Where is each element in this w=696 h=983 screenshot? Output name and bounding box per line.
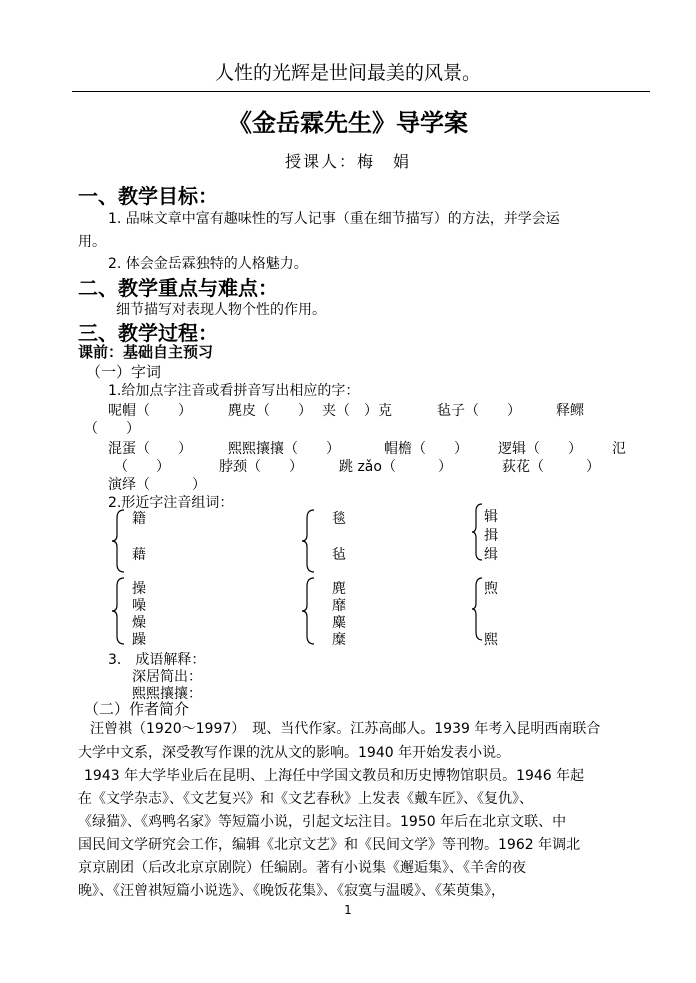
similar-char: 藉 bbox=[132, 547, 146, 563]
similar-char: 煦 bbox=[484, 581, 498, 597]
brace-group6 bbox=[470, 576, 484, 642]
bio-line: 国民间文学研究会工作，编辑《北京文艺》和《民间文学》等刊物。1962 年调北 bbox=[78, 837, 581, 853]
vocab-item: 逻辑（ ） bbox=[498, 441, 582, 457]
bio-line: 1943 年大学毕业后在昆明、上海任中学国文教员和历史博物馆职员。1946 年起 bbox=[84, 768, 585, 784]
vocab-item: 混蛋（ ） bbox=[108, 441, 192, 457]
vocab-item: 演绎（ ） bbox=[108, 477, 206, 493]
similar-char: 糜 bbox=[332, 632, 346, 648]
bio-line: 晚》、《汪曾祺短篇小说选》、《晚饭花集》、《寂寞与温暖》、《茱萸集》， bbox=[78, 883, 505, 899]
vocab-item: 帽檐（ ） bbox=[384, 441, 468, 457]
vocab-item: 脖颈（ ） bbox=[219, 459, 303, 475]
similar-char: 毯 bbox=[332, 511, 346, 527]
section1-heading: 一、教学目标： bbox=[78, 184, 218, 208]
similar-char: 辑 bbox=[484, 509, 498, 525]
vocab-item: 跳 zǎo（ ） bbox=[339, 459, 452, 475]
question-1: 1.给加点字注音或看拼音写出相应的字： bbox=[108, 383, 360, 399]
question-2: 2.形近字注音组词： bbox=[108, 495, 234, 511]
similar-char: 籍 bbox=[132, 511, 146, 527]
brace-group1 bbox=[110, 508, 126, 574]
vocab-item: 毡子（ ） bbox=[437, 403, 521, 419]
bio-line: 《绿猫》、《鸡鸭名家》等短篇小说，引起文坛注目。1950 年后在北京文联、中 bbox=[78, 814, 567, 830]
pre-class-heading: 课前：基础自主预习 bbox=[78, 343, 214, 361]
bio-line: 京京剧团（后改北京京剧院）任编剧。著有小说集《邂逅集》、《羊舍的夜 bbox=[78, 860, 526, 876]
document-title: 《金岳霖先生》导学案 bbox=[228, 109, 468, 137]
objective-2: 2. 体会金岳霖独特的人格魅力。 bbox=[108, 256, 308, 272]
idiom-item: 熙熙攘攘： bbox=[132, 686, 202, 702]
bio-line: 汪曾祺（1920～1997） 现、当代作家。江苏高邮人。1939 年考入昆明西南联合 bbox=[90, 721, 601, 737]
vocab-item: 释鳏 bbox=[556, 403, 584, 419]
similar-char: 操 bbox=[132, 581, 146, 597]
bio-line: 在《文学杂志》、《文艺复兴》和《文艺春秋》上发表《戴车匠》、《复仇》、 bbox=[78, 791, 533, 807]
vocab-item: 夹（ ）克 bbox=[322, 403, 392, 419]
bio-line: 大学中文系，深受教写作课的沈从文的影响。1940 年开始发表小说。 bbox=[78, 745, 511, 761]
vocab-item: （ ） bbox=[84, 421, 140, 437]
vocab-item: 荻花（ ） bbox=[502, 459, 600, 475]
idiom-item: 深居简出： bbox=[132, 669, 202, 685]
subsection-vocab: （一）字词 bbox=[86, 363, 162, 381]
similar-char: 噪 bbox=[132, 598, 146, 614]
similar-char: 麂 bbox=[332, 581, 346, 597]
similar-char: 缉 bbox=[484, 547, 498, 563]
brace-group2 bbox=[300, 508, 316, 574]
similar-char: 靡 bbox=[332, 598, 346, 614]
author-line: 授课人：梅 娟 bbox=[284, 152, 411, 171]
vocab-item: 氾 bbox=[612, 441, 626, 457]
similar-char: 躁 bbox=[132, 632, 146, 648]
vocab-item: （ ） bbox=[114, 459, 170, 475]
section2-heading: 二、教学重点与难点： bbox=[78, 276, 278, 300]
brace-group4 bbox=[110, 576, 126, 646]
objective-1: 1. 品味文章中富有趣味性的写人记事（重在细节描写）的方法，并学会运 bbox=[108, 211, 560, 227]
subsection-author: （二）作者简介 bbox=[84, 700, 190, 718]
section3-heading: 三、教学过程： bbox=[78, 321, 218, 345]
vocab-item: 呢帽（ ） bbox=[108, 403, 192, 419]
brace-group5 bbox=[300, 576, 316, 646]
page-header: 人性的光辉是世间最美的风景。 bbox=[214, 62, 481, 84]
similar-char: 揖 bbox=[484, 528, 498, 544]
header-rule bbox=[72, 91, 650, 92]
objective-1-cont: 用。 bbox=[78, 234, 106, 250]
similar-char: 燥 bbox=[132, 615, 146, 631]
similar-char: 毡 bbox=[332, 547, 346, 563]
vocab-item: 熙熙攘攘（ ） bbox=[228, 441, 340, 457]
key-point: 细节描写对表现人物个性的作用。 bbox=[116, 302, 326, 318]
brace-group3 bbox=[470, 502, 484, 562]
vocab-item: 麂皮（ ） bbox=[228, 403, 312, 419]
similar-char: 麋 bbox=[332, 615, 346, 631]
page-number: 1 bbox=[344, 903, 352, 917]
similar-char: 熙 bbox=[484, 632, 498, 648]
question-3: 3. 成语解释： bbox=[108, 652, 206, 668]
